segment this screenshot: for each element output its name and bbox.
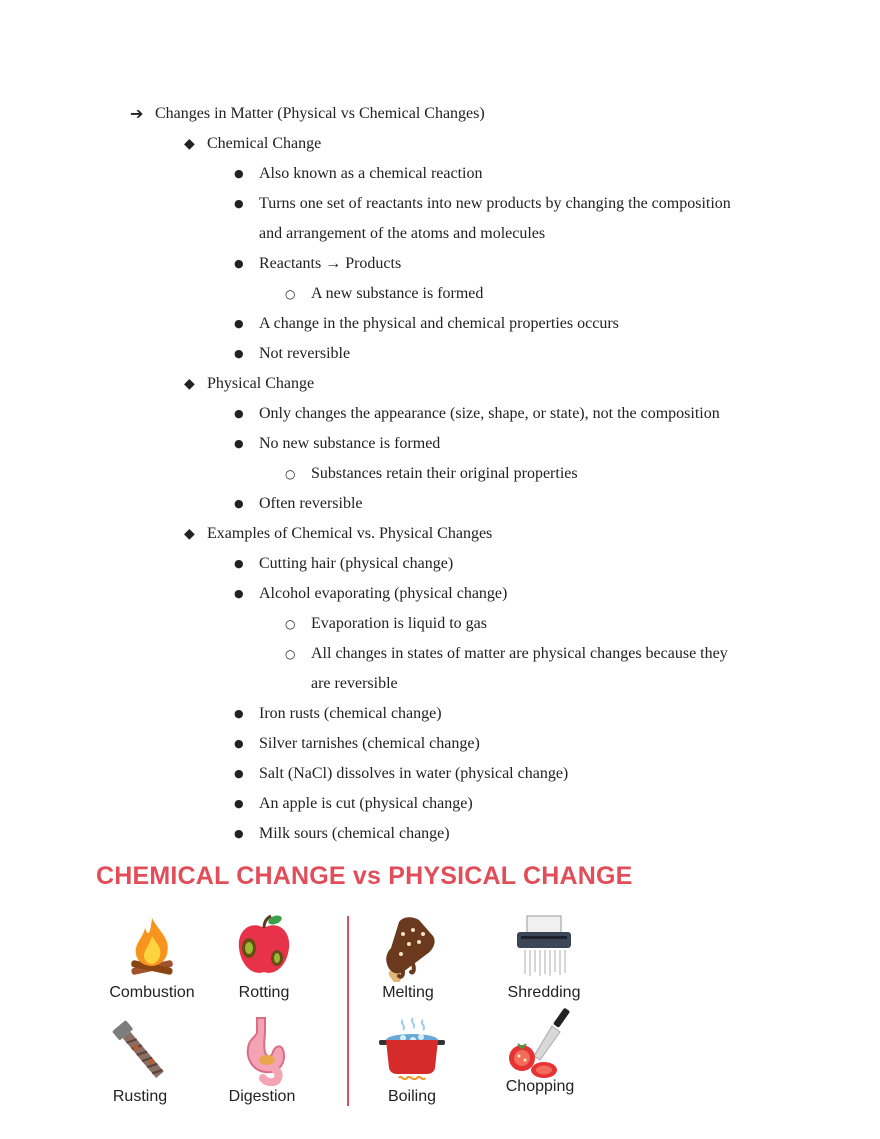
list-item: Reactants → Products [259, 255, 402, 272]
chemical-change-title: Chemical Change [207, 135, 322, 152]
dot-bullet-icon: ● [234, 797, 244, 810]
chemical-vs-physical-infographic [88, 856, 633, 1139]
fire-icon [117, 912, 187, 982]
dot-bullet-icon: ● [234, 317, 244, 330]
list-item: Only changes the appearance (size, shape, or state), not the composition [259, 405, 720, 422]
dot-bullet-icon: ● [234, 347, 244, 360]
shredding-label: Shredding [507, 984, 581, 1001]
diamond-bullet-icon: ◆ [184, 526, 195, 542]
list-item: Iron rusts (chemical change) [259, 705, 442, 722]
rotten-apple-icon [229, 912, 299, 982]
boiling-label: Boiling [387, 1088, 437, 1105]
dot-bullet-icon: ● [234, 497, 244, 510]
melting-ice-cream-icon [373, 912, 443, 982]
dot-bullet-icon: ● [234, 737, 244, 750]
dot-bullet-icon: ● [234, 707, 244, 720]
digestion-item [202, 1016, 322, 1106]
infographic-title: CHEMICAL CHANGE vs PHYSICAL CHANGE [96, 862, 633, 890]
knife-tomato-icon [500, 1006, 580, 1086]
section-heading: Changes in Matter (Physical vs Chemical Changes) [155, 105, 485, 122]
sub-list-item: Substances retain their original properties [311, 465, 578, 482]
rusting-item [80, 1016, 200, 1106]
physical-change-title: Physical Change [207, 375, 315, 392]
sub-list-item: Evaporation is liquid to gas [311, 615, 487, 632]
boiling-item [352, 1016, 472, 1106]
list-item: Not reversible [259, 345, 351, 362]
list-item: No new substance is formed [259, 435, 441, 452]
list-item: Turns one set of reactants into new products by changing the composition [259, 195, 731, 212]
circle-bullet-icon: ○ [285, 617, 296, 631]
dot-bullet-icon: ● [234, 557, 244, 570]
list-item: Cutting hair (physical change) [259, 555, 454, 572]
dot-bullet-icon: ● [234, 827, 244, 840]
chopping-label: Chopping [505, 1078, 575, 1095]
shredding-item [484, 912, 604, 1002]
dot-bullet-icon: ● [234, 257, 244, 270]
dot-bullet-icon: ● [234, 437, 244, 450]
list-item-continuation: and arrangement of the atoms and molecules [259, 225, 546, 242]
circle-bullet-icon: ○ [285, 647, 296, 661]
circle-bullet-icon: ○ [285, 287, 296, 301]
rotting-item [204, 912, 324, 1002]
dot-bullet-icon: ● [234, 167, 244, 180]
combustion-label: Combustion [109, 984, 195, 1001]
diamond-bullet-icon: ◆ [184, 136, 195, 152]
combustion-item [92, 912, 212, 1002]
sub-list-item-continuation: are reversible [311, 675, 398, 692]
melting-label: Melting [382, 984, 434, 1001]
dot-bullet-icon: ● [234, 407, 244, 420]
list-item: An apple is cut (physical change) [259, 795, 473, 812]
arrow-bullet-icon: ➔ [130, 104, 144, 123]
paper-shredder-icon [509, 912, 579, 982]
sub-list-item: A new substance is formed [311, 285, 484, 302]
list-item: A change in the physical and chemical properties occurs [259, 315, 619, 332]
list-item: Silver tarnishes (chemical change) [259, 735, 480, 752]
dot-bullet-icon: ● [234, 767, 244, 780]
circle-bullet-icon: ○ [285, 467, 296, 481]
boiling-pot-icon [377, 1016, 447, 1086]
stomach-icon [227, 1016, 297, 1086]
melting-item [348, 912, 468, 1002]
dot-bullet-icon: ● [234, 197, 244, 210]
dot-bullet-icon: ● [234, 587, 244, 600]
list-item: Often reversible [259, 495, 363, 512]
chopping-item [480, 1006, 600, 1096]
rotting-label: Rotting [238, 984, 290, 1001]
diamond-bullet-icon: ◆ [184, 376, 195, 392]
list-item: Alcohol evaporating (physical change) [259, 585, 508, 602]
list-item: Milk sours (chemical change) [259, 825, 450, 842]
list-item: Also known as a chemical reaction [259, 165, 483, 182]
examples-title: Examples of Chemical vs. Physical Changes [207, 525, 493, 542]
list-item: Salt (NaCl) dissolves in water (physical change) [259, 765, 569, 782]
sub-list-item: All changes in states of matter are physical changes because they [311, 645, 728, 662]
rusty-bolt-icon [105, 1016, 175, 1086]
digestion-label: Digestion [228, 1088, 296, 1105]
rusting-label: Rusting [112, 1088, 168, 1105]
